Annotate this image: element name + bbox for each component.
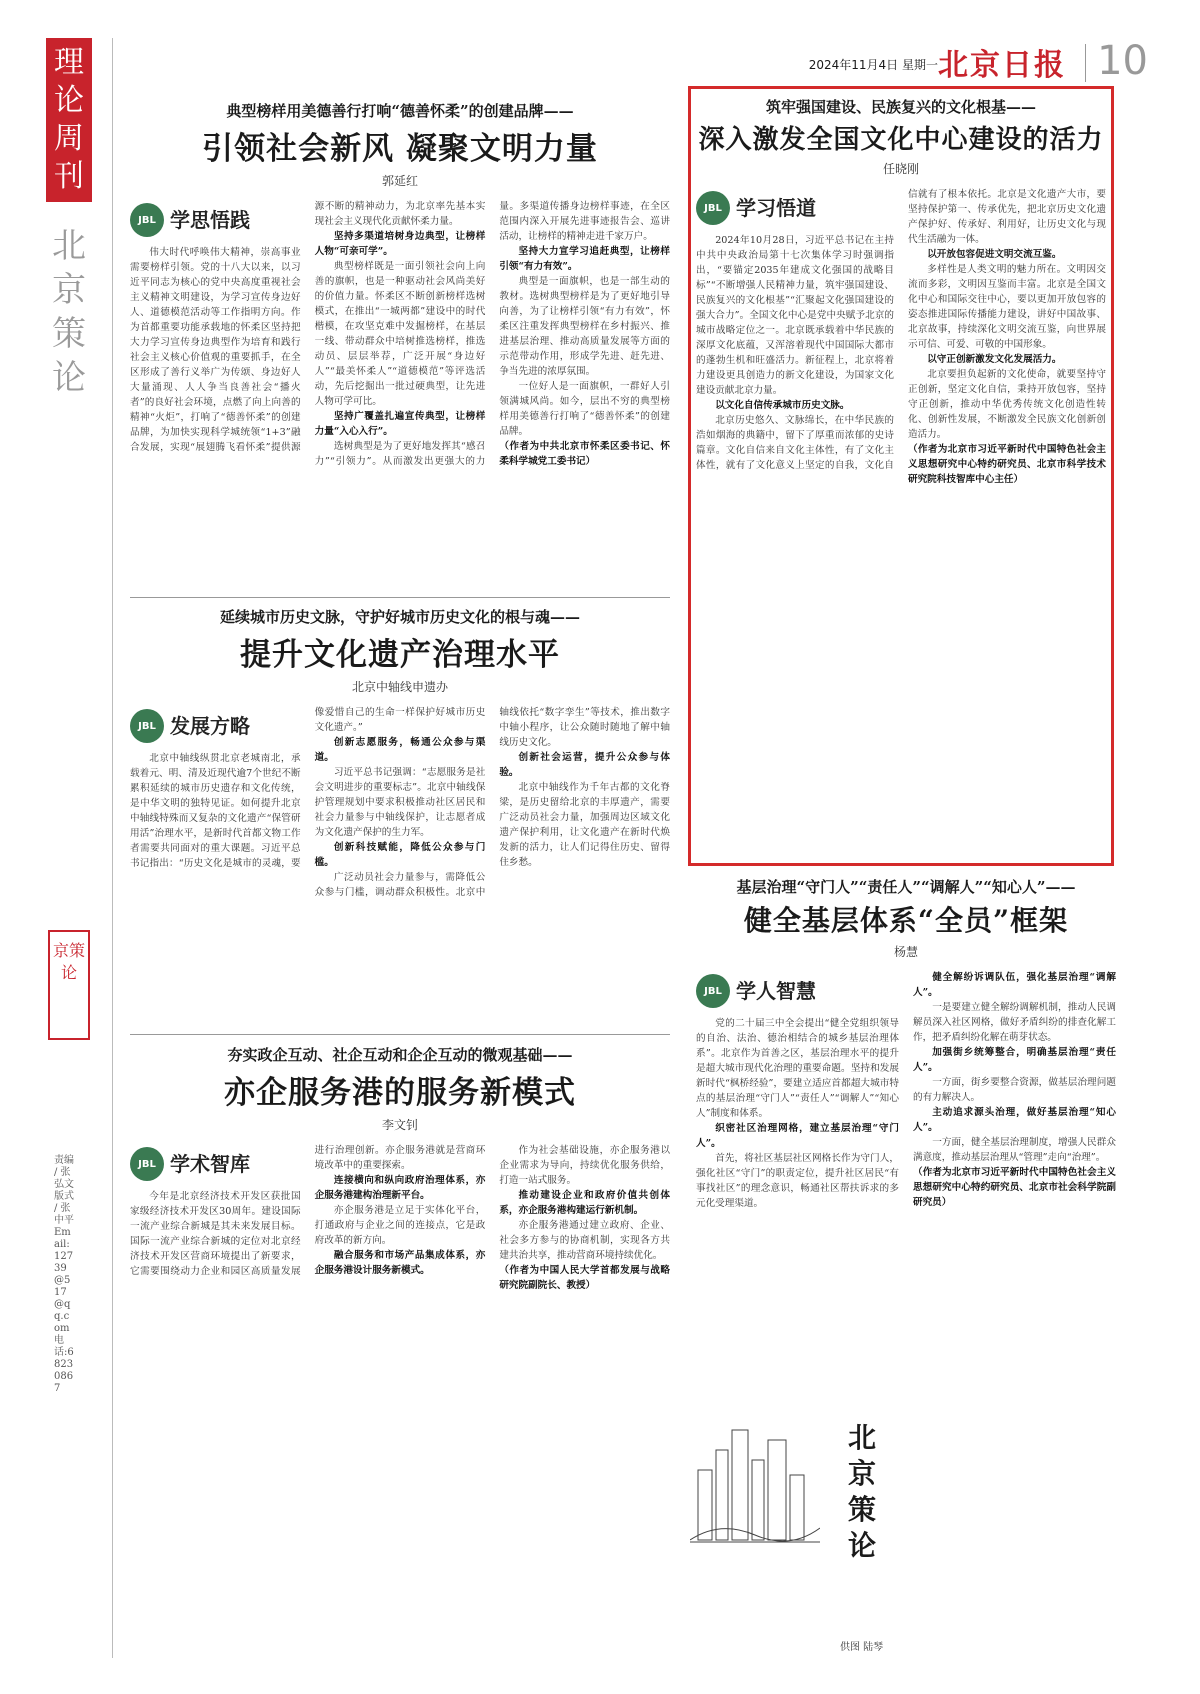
headline: 引领社会新风 凝聚文明力量 [202, 131, 598, 167]
masthead [120, 38, 1148, 86]
jbl-logo-icon: JBL [130, 1147, 164, 1181]
article-body: JBL 学人智慧 党的二十届三中全会提出“健全党组织领导的自治、法治、德治相结合的城乡基层治理体系”。北京作为首善之区，基层治理水平的提升是超大城市现代化治理的重要命题。坚持和发展新时代“枫桥经验”，要建立适应首都超大城市特点的基层治理“守门人”“责任人”“调解人”“知心人”制度和体系。 织密社区治理网格，建立基层治理“守门人”。 首先，将社区基层社区网格长作为守门人，强化社区“守门”的职责定位，提升社区居民“有事找社区”的理念意识，畅通社区帮扶诉求的多元化受理渠道。 健全解纷诉调队伍，强化基层治理“调解人”。 一是要建立健全解纷调解机制，推动人民调解员深入社区网格，做好矛盾纠纷的排查化解工作，把矛盾纠纷化解在萌芽状态。 加强街乡统筹整合，明确基层治理“责任人”。 一方面，街乡要整合资源，做基层治理问题的有力解决人。 主动追求源头治理，做好基层治理“知心人”。 一方面，健全基层治理制度，增强人民群众满意度，推动基层治理从“管理”走向“治理”。 （作者为北京市习近平新时代中国特色社会主义思想研究中心特约研究员、北京市社会科学院副研究员） [696, 972, 1116, 1209]
paper-name: 北京日报 [938, 48, 1066, 83]
kicker: 延续城市历史文脉，守护好城市历史文化的根与魂—— [219, 608, 580, 626]
section-label: JBL 发展方略 [130, 709, 301, 743]
author: 李文钊 [381, 1118, 418, 1132]
issue-date: 2024年11月4日 星期一 [808, 58, 938, 72]
section-label: JBL 学人智慧 [696, 974, 899, 1008]
section-label: JBL 学习悟道 [696, 191, 894, 225]
headline: 深入激发全国文化中心建设的活力 [698, 125, 1104, 155]
headline: 健全基层体系“全员”框架 [743, 904, 1069, 937]
article-3 [130, 606, 670, 1026]
header-divider [1085, 44, 1086, 82]
kicker: 筑牢强国建设、民族复兴的文化根基—— [765, 98, 1036, 116]
jbl-logo-icon: JBL [696, 974, 730, 1008]
section-label: JBL 学思悟践 [130, 203, 301, 237]
author: 北京中轴线申遗办 [351, 680, 448, 694]
left-column-tag [46, 38, 106, 400]
article-body: JBL 发展方略 北京中轴线纵贯北京老城南北，承载着元、明、清及近现代逾7个世纪不断累积延续的城市历史遗存和文化传统，是中华文明的独特见证。如何提升北京中轴线特殊而又复杂的文化遗产“保管研用活”治理水平，是新时代首都文物工作者需要共同面对的重大课题。习近平总书记指出：“历史文化是城市的灵魂，要像爱惜自己的生命一样保护好城市历史文化遗产。” 创新志愿服务，畅通公众参与渠道。 习近平总书记强调：“志愿服务是社会文明进步的重要标志”。北京中轴线保护管理规划中要求积极推动社区居民和社会力量参与中轴线保护，让志愿者成为文化遗产保护的生力军。 创新科技赋能，降低公众参与门槛。 广泛动员社会力量参与，需降低公众参与门槛，调动群众积极性。北京中轴线依托“数字孪生”等技术，推出数字中轴小程序，让公众随时随地了解中轴线历史文化。 创新社会运营，提升公众参与体验。 北京中轴线作为千年古都的文化脊梁，是历史留给北京的丰厚遗产，需要广泛动员社会力量，加强周边区域文化遗产保护利用，让文化遗产在新时代焕发新的活力，让人们记得住历史、留得住乡愁。 [130, 707, 670, 898]
city-skyline-illustration [690, 1410, 820, 1545]
article-5 [130, 1044, 670, 1656]
headline: 提升文化遗产治理水平 [240, 637, 560, 673]
kicker: 典型榜样用美德善行打响“德善怀柔”的创建品牌—— [226, 102, 574, 120]
seal-stamp: 京策论 [48, 930, 90, 1040]
kicker: 基层治理“守门人”“责任人”“调解人”“知心人”—— [736, 878, 1076, 896]
jbl-logo-icon: JBL [130, 203, 164, 237]
headline: 亦企服务港的服务新模式 [224, 1075, 576, 1111]
jbl-logo-icon: JBL [696, 191, 730, 225]
side-credits: 责编 / 张弘文 版式 / 张中平 Email:12739@517@qq.com 电话:68230867 [54, 1155, 74, 1394]
article-body: JBL 学思悟践 伟大时代呼唤伟大精神，崇高事业需要榜样引领。党的十八大以来，以习近平同志为核心的党中央高度重视社会主义精神文明建设，为学习宣传身边好人、道德模范活动等工作指明方向。作为首都重要功能承载地的怀柔区坚持把大力学习宣传身边典型作为培育和践行社会主义核心价值观的重要抓手，在全区形成了善行义举广为传颂、身边好人大量涌现、人人争当良善社会“播火者”的良好社会环境，点燃了向上向善的精神“火炬”，打响了“德善怀柔”的创建品牌，为加快实现科学城统领“1+3”融合发展，实现“展翅腾飞看怀柔”提供源源不断的精神动力，为北京率先基本实现社会主义现代化贡献怀柔力量。 坚持多渠道培树身边典型，让榜样人物“可亲可学”。 典型榜样既是一面引领社会向上向善的旗帜，也是一种驱动社会风尚美好的价值力量。怀柔区不断创新榜样选树模式，在推出“一城两都”建设中的时代楷模，在攻坚克难中发掘榜样，在基层一线、带动群众中培树推选榜样，推选动员、层层举荐，广泛开展“身边好人”“最美怀柔人”“道德模范”等评选活动，先后挖掘出一批过硬典型，让先进人物可学可比。 坚持广覆盖扎遍宣传典型，让榜样力量“入心入行”。 选树典型是为了更好地发挥其“感召力”“引领力”。从而激发出更强大的力量。多渠道传播身边榜样事迹，在全区范围内深入开展先进事迹报告会、巡讲活动，让榜样的精神走进千家万户。 坚持大力宣学习追赶典型，让榜样引领“有力有效”。 典型是一面旗帜，也是一部生动的教材。选树典型榜样是为了更好地引导向善，为了让榜样引领“有力有效”，怀柔区注重发挥典型榜样在乡村振兴、推进基层治理、推动高质量发展等方面的示范带动作用，形成学先进、赶先进、争当先进的浓厚氛围。 一位好人是一面旗帜，一群好人引领满城风尚。如今，层出不穷的典型榜样用美德善行打响了“德善怀柔”的创建品牌。 （作者为中共北京市怀柔区委书记、怀柔科学城党工委书记） [130, 201, 670, 467]
author: 任晓刚 [882, 162, 919, 176]
jbl-logo-icon: JBL [130, 709, 164, 743]
footer-column-name: 北京策论 [847, 1421, 876, 1562]
author: 郭延红 [381, 174, 418, 188]
section-tag: 理论周刊 [46, 38, 92, 202]
page-number: 10 [1097, 38, 1148, 84]
article-body: JBL 学习悟道 2024年10月28日，习近平总书记在主持中共中央政治局第十七次集体学习时强调指出，“要锚定2035年建成文化强国的战略目标”“不断增强人民精神力量，筑牢强国建设、民族复兴的文化根基”“汇聚起文化强国建设的强大合力”。全国文化中心是党中央赋予北京的城市战略定位之一。北京既承载着中华民族的深厚文化底蕴，又浑溶着现代中国国际大都市的蓬勃生机和旺盛活力。新征程上，北京将着力建设更具创造力的新文化建设，为国家文化建设贡献北京力量。 以文化自信传承城市历史文脉。 北京历史悠久、文脉绵长，在中华民族的浩如烟海的典籍中，留下了厚重而浓郁的史诗篇章。文化自信来自文化主体性，有了文化主体性，就有了文化意义上坚定的自我，文化自信就有了根本依托。北京是文化遗产大市，要坚持保护第一、传承优先，把北京历史文化遗产保护好、传承好、利用好，让历史文化与现代生活融为一体。 以开放包容促进文明交流互鉴。 多样性是人类文明的魅力所在。文明因交流而多彩，文明因互鉴而丰富。北京是全国文化中心和国际交往中心，要以更加开放包容的姿态推进国际传播能力建设，讲好中国故事、北京故事，持续深化文明交流互鉴，向世界展示可信、可爱、可敬的中国形象。 以守正创新激发文化发展活力。 北京要担负起新的文化使命，就要坚持守正创新，坚定文化自信，秉持开放包容，坚持守正创新，推动中华优秀传统文化创造性转化、创新性发展，不断激发全民族文化创新创造活力。 （作者为北京市习近平新时代中国特色社会主义思想研究中心特约研究员、北京市科学技术研究院科技智库中心主任） [696, 189, 1106, 485]
design-credit: 供图 陆琴 [840, 1642, 884, 1653]
section-label: JBL 学术智库 [130, 1147, 301, 1181]
rule [130, 597, 670, 598]
left-divider [112, 38, 113, 1658]
author: 杨慧 [893, 945, 918, 959]
article-1 [130, 100, 670, 590]
rule [130, 1034, 670, 1035]
kicker: 夯实政企互动、社企互动和企企互动的微观基础—— [227, 1046, 573, 1064]
article-2 [696, 96, 1106, 858]
column-name: 北京策论 [52, 226, 86, 398]
article-body: JBL 学术智库 今年是北京经济技术开发区获批国家级经济技术开发区30周年。建设国际一流产业综合新城是其未来发展目标。国际一流产业综合新城的定位对北京经济技术开发区营商环境提出了新要求，它需要围绕动力企业和园区高质量发展进行治理创新。亦企服务港就是营商环境改革中的重要探索。 连接横向和纵向政府治理体系，亦企服务港建构治理新平台。 亦企服务港是立足于实体化平台，打通政府与企业之间的连接点，它是政府改革的新方向。 融合服务和市场产品集成体系，亦企服务港设计服务新模式。 作为社会基础设施，亦企服务港以企业需求为导向，持续优化服务供给，打造一站式服务。 推动建设企业和政府价值共创体系，亦企服务港构建运行新机制。 亦企服务港通过建立政府、企业、社会多方参与的协商机制，实现各方共建共治共享，推动营商环境持续优化。 （作者为中国人民大学首都发展与战略研究院副院长、教授） [130, 1145, 670, 1291]
